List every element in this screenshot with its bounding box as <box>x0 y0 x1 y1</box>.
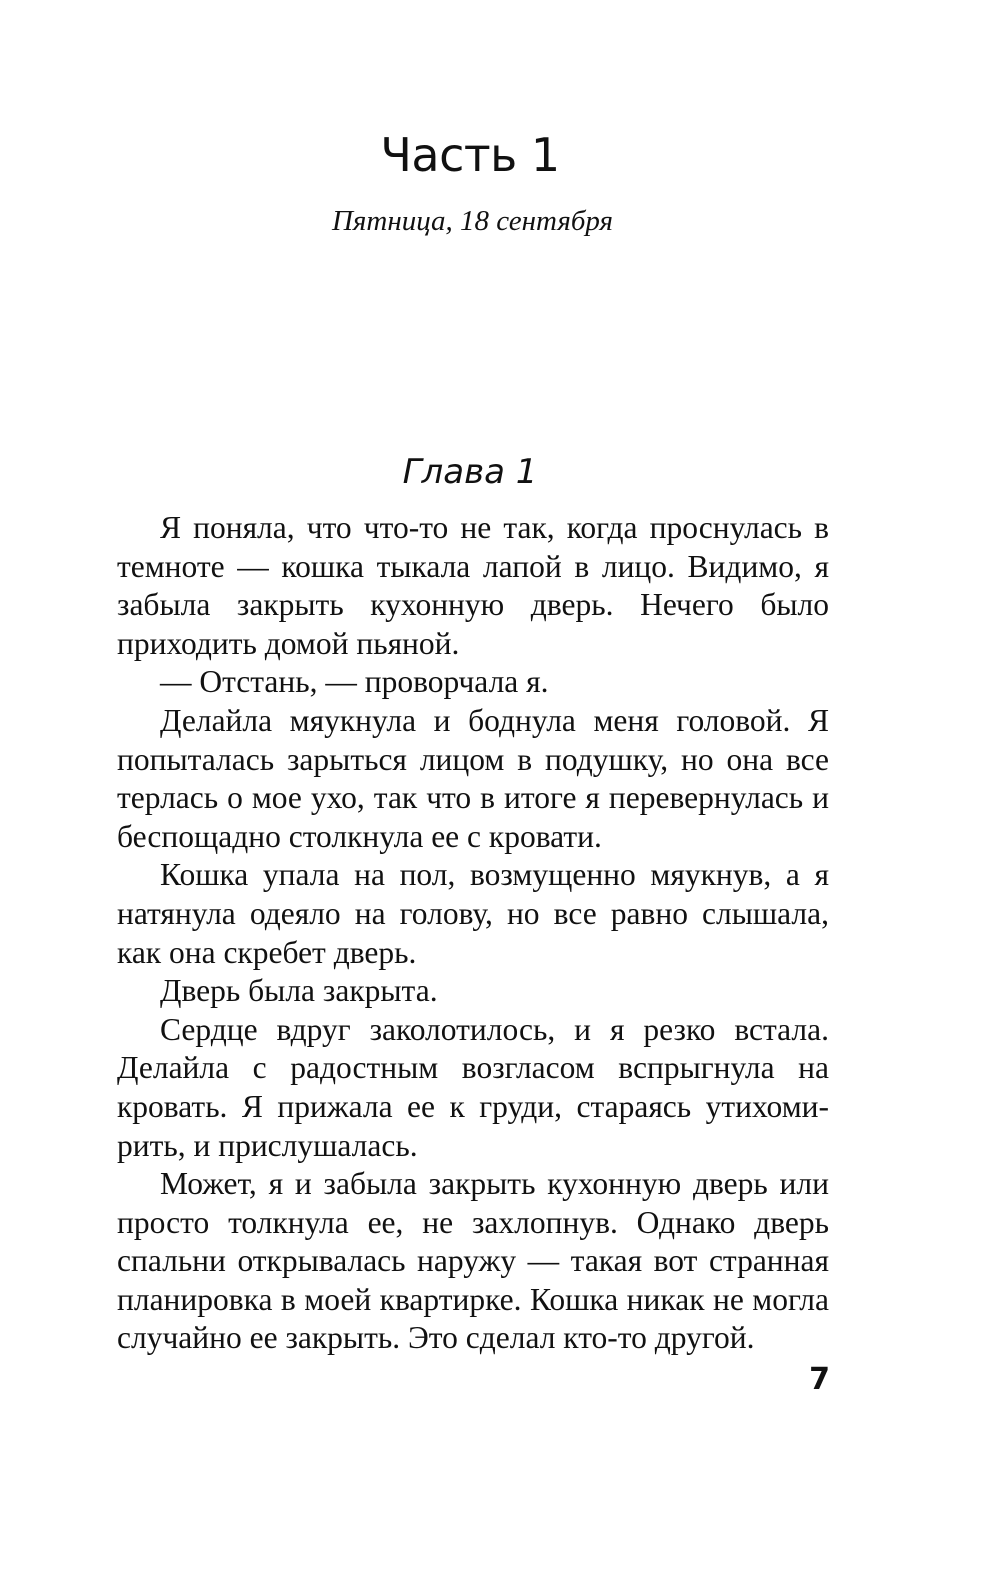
paragraph: Я поняла, что что-то не так, когда проснулась в темноте — кошка тыкала лапой в лицо. Видимо, я забыла закрыть кухонную дверь. Нечего было приходить домой пьяной. <box>117 510 829 661</box>
paragraph: Делайла мяукнула и боднула меня головой. Я попыталась зарыться лицом в подушку, но она все терлась о мое ухо, так что в итоге я перевернулась и беспощадно столкнула ее с кровати. <box>117 702 829 854</box>
chapter-title: Глава 1 <box>402 452 538 492</box>
paragraph: Может, я и забыла закрыть кухонную дверь или просто толкнула ее, не захлопнув. Однако дверь спальни открывалась наружу — такая вот странная планировка в моей квартирке. Кошка никак не могла случайно ее закрыть. Это сделал кто-то другой. <box>117 1166 829 1356</box>
paragraph: Дверь была закрыта. <box>160 973 438 1009</box>
chapter-body <box>117 509 829 1358</box>
paragraph: Кошка упала на пол, возмущенно мяукнув, а я натянула одеяло на голову, но все равно слышала, как она скребет дверь. <box>117 857 829 970</box>
part-title: Часть 1 <box>380 128 560 182</box>
part-date: Пятница, 18 сентября <box>331 205 614 237</box>
paragraph: Сердце вдруг заколотилось, и я резко встала. Делайла с радостным возгласом вспрыгнула на кровать. Я прижала ее к груди, стараясь утихомирить, и прислушалась. <box>117 1011 829 1163</box>
paragraph: — Отстань, — проворчала я. <box>160 664 549 700</box>
page-number: 7 <box>809 1362 830 1397</box>
